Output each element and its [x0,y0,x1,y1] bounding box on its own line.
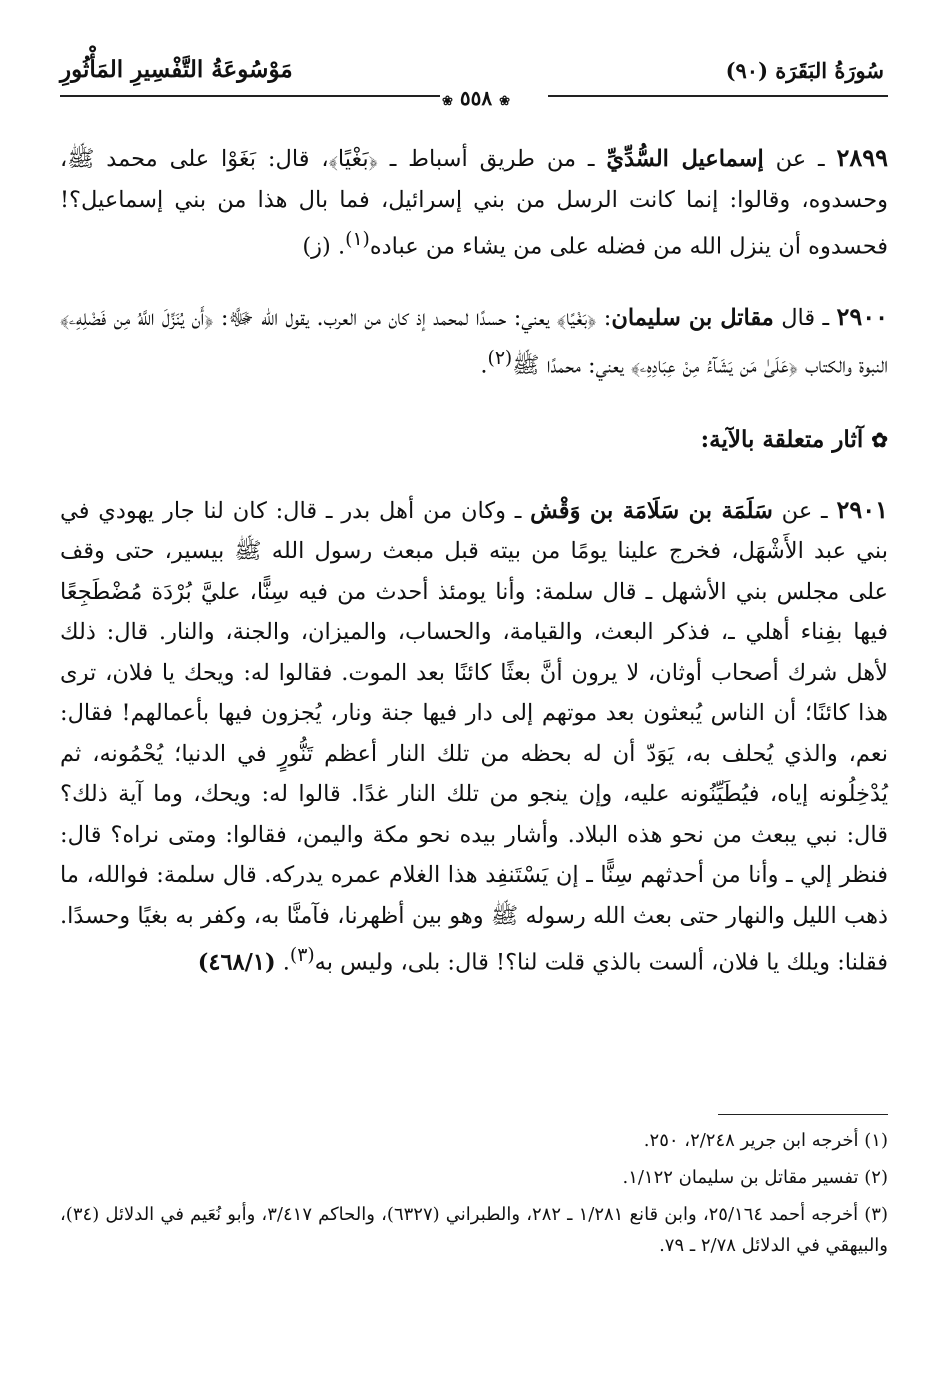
text-span: ـ قال [773,305,837,331]
footnote-divider [718,1114,888,1115]
quran-quote: ﴿بَغْيًا﴾ [556,305,597,331]
narration-2899 [60,138,888,267]
section-heading [60,420,888,460]
footnote-ref: (٢) [487,347,513,369]
narration-number: ٢٩٠١ [836,494,888,524]
header-rule-right [548,95,888,97]
text-span: يعني: محمدًا ﷺ [512,352,631,378]
text-span: النبوة والكتاب [797,352,888,378]
quran-quote: ﴿بَغْيًا﴾ [328,146,378,172]
narration-number: ٢٩٠٠ [836,302,888,331]
narrator-name: إسماعيل السُّدِّيِّ [606,146,764,172]
quran-quote: ﴿أَن يُنَزِّلَ اللَّهُ مِن فَضْلِهِۦ﴾ [60,305,214,331]
running-header [60,48,888,110]
footnote-3: (٣) أخرجه أحمد ٢٥/١٦٤، وابن قانع ١/٢٨١ ـ ٢٨٢، والطبراني (٦٣٢٧)، والحاكم ٣/٤١٧، وأبو نُعَيم في الدلائل (٣٤)، والبيهقي في الدلائل ٢/٧٨ ـ ٧٩. [60,1204,888,1256]
section-heading-title: آثار متعلقة بالآية: [700,425,864,453]
text-span: ـ عن [763,146,837,172]
narration-2900 [60,297,888,386]
page [60,48,888,983]
text-span: ـ وكان من أهل بدر ـ قال: كان لنا جار يهودي في بني عبد الأَشْهَل، فخرج علينا يومًا من بيته قبل مبعث رسول الله ﷺ بيسير، حتى وقف على مجلس بني الأشهل ـ قال سلمة: وأنا يومئذ أحدث من فيه سِنًّا، عليَّ بُرْدَة مُضْطَجِعًا فيها بفِناء أهلي ـ، فذكر البعث، والقيامة، والحساب، والميزان، والجنة، والنار. قال: ذلك لأهل شرك أصحاب أوثان، لا يرون أنَّ بعثًا كائنًا بعد الموت. فقالوا له: ويحك يا فلان، ترى هذا كائنًا؛ أن الناس يُبعثون بعد موتهم إلى دار فيها جنة ونار، يُجزون فيها بأعمالهم! فقال: نعم، والذي يُحلف به، يَوَدّ أن له بحظه من تلك النار أعظم تَنُّورٍ في الدنيا؛ يُحْمُونه، ثم يُدْخِلُونه إياه، فيُطَيِّنُونه عليه، وإن ينجو من تلك النار غدًا. قالوا له: ويحك، وما آية ذلك؟ قال: نبي يبعث من نحو هذه البلاد. وأشار بيده نحو مكة واليمن، فقالوا: ومتى نراه؟ قال: فنظر إلي ـ وأنا من أحدثهم سِنًّا ـ إن يَسْتَنفِد هذا الغلام عمره يدركه. قال سلمة: فوالله، ما ذهب الليل والنهار حتى بعث الله رسوله ﷺ وهو بين أظهرنا، فآمنَّا به، وكفر به بغيًا وحسدًا. فقلنا: ويلك يا فلان، ألست بالذي قلت لنا؟! قال: بلى، وليس به [60,497,888,976]
footnote-ref: (٣) [289,945,315,966]
text-span: يعني: حسدًا لمحمد إذ كان من العرب. يقول الله ﷻ: [213,305,557,331]
text-span: ، قال: بَغَوْا على محمد ﷺ، وحسدوه، وقالوا: إنما كانت الرسل من بني إسرائيل، فما بال هذا من بني إسماعيل؟! فحسدوه أن ينزل الله من فضله على من يشاء من عباده [60,146,888,260]
text-span: . [275,949,290,976]
footnote-1: (١) أخرجه ابن جرير ٢/٢٤٨، ٢٥٠. [643,1130,888,1151]
text-span: . (ز) [302,233,346,260]
text-span: : [596,305,612,331]
footnote-ref: (١) [345,229,370,250]
ornament-icon: ❀ [442,94,453,109]
text-span: . [480,352,488,378]
text-span: ـ من طريق أسباط ـ [377,146,607,172]
narrator-name: مقاتل بن سليمان [611,305,774,331]
main-text [60,138,888,983]
source-ref: (٤٦٨/١) [197,949,276,976]
narration-number: ٢٨٩٩ [836,143,889,172]
header-rule-left [60,95,440,97]
text-span: ـ عن [772,497,837,524]
flower-icon: ✿ [871,427,888,452]
footnotes [60,1125,888,1261]
footnote-2: (٢) تفسير مقاتل بن سليمان ١/١٢٢. [622,1167,888,1188]
narration-2901 [60,490,888,984]
page-number-block [430,86,522,110]
book-title: مَوْسُوعَةُ التَّفْسِيرِ المَأْثُورِ [60,56,293,83]
surah-title: سُورَةُ البَقَرَة (٩٠) [725,58,884,83]
ornament-icon: ❀ [499,94,510,109]
page-number: ٥٥٨ [459,86,493,110]
quran-quote: ﴿عَلَىٰ مَن يَشَآءُ مِنْ عِبَادِهِۦ﴾ [630,352,798,378]
narrator-name: سَلَمَة بن سَلَامَة بن وَقْش [530,497,773,524]
